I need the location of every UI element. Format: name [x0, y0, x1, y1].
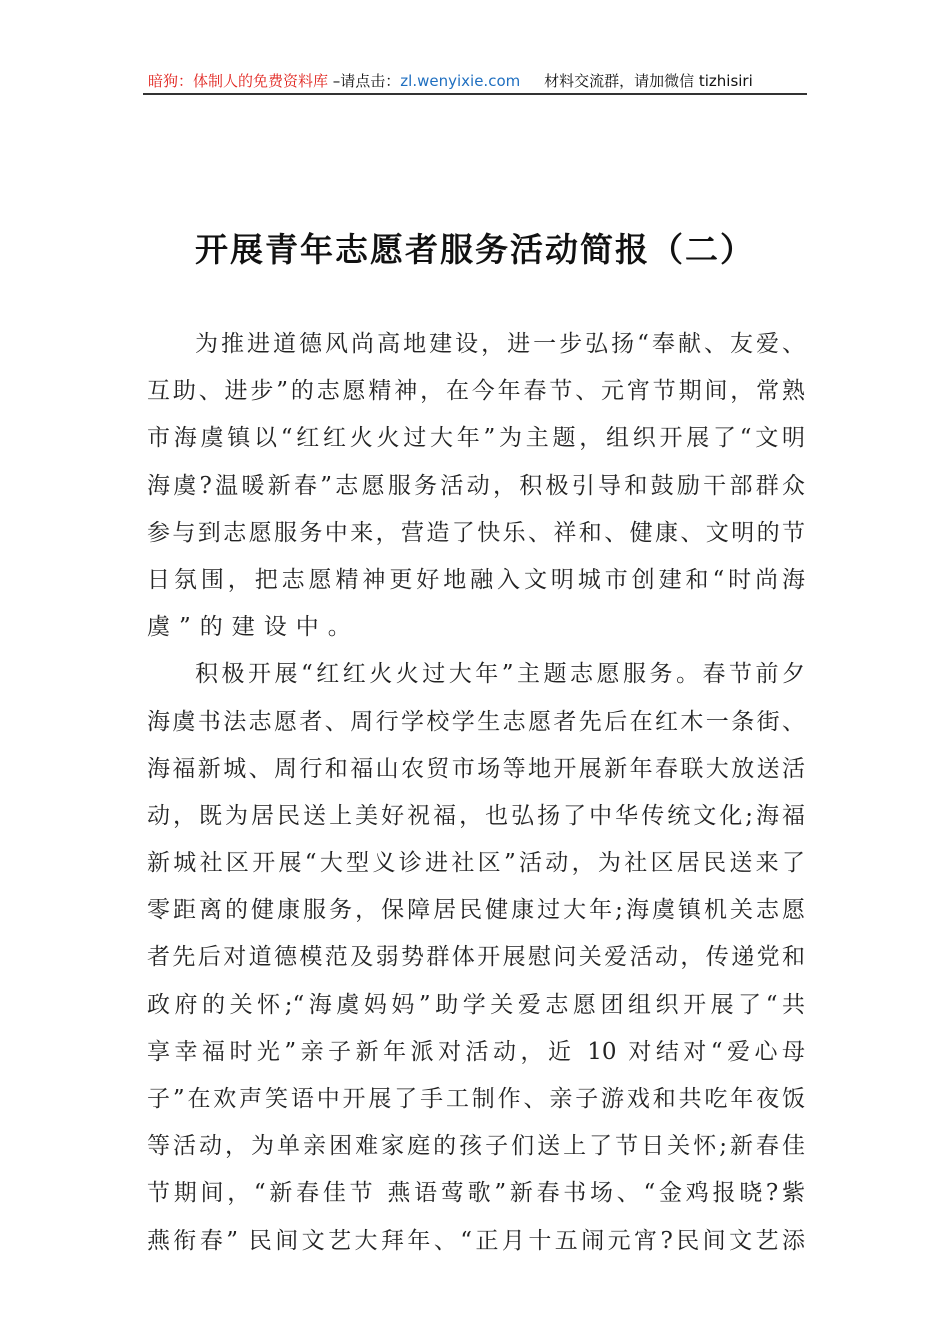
page-header	[148, 70, 804, 91]
paragraph-line: 市海虞镇以“红红火火过大年”为主题，组织开展了“文明	[147, 425, 805, 452]
paragraph-line: 动，既为居民送上美好祝福，也弘扬了中华传统文化;海福	[147, 802, 805, 829]
paragraph-line: 海虞?温暖新春”志愿服务活动，积极引导和鼓励干部群众	[147, 472, 805, 499]
paragraph-line: 子”在欢声笑语中开展了手工制作、亲子游戏和共吃年夜饭	[147, 1086, 805, 1112]
paragraph-line: 海虞书法志愿者、周行学校学生志愿者先后在红木一条街、	[147, 708, 805, 735]
document-body	[147, 326, 805, 1270]
paragraph-line: 互助、进步”的志愿精神，在今年春节、元宵节期间，常熟	[147, 378, 805, 405]
paragraph-line: 积极开展“红红火火过大年”主题志愿服务。春节前夕	[195, 661, 805, 688]
paragraph-line: 节期间，“新春佳节 燕语莺歌”新春书场、“金鸡报晓?紫	[147, 1180, 805, 1207]
paragraph-line: 燕衔春” 民间文艺大拜年、“正月十五闹元宵?民间文艺添	[147, 1227, 805, 1254]
paragraph-line: 虞”的建设中。	[147, 614, 360, 641]
paragraph-line: 等活动，为单亲困难家庭的孩子们送上了节日关怀;新春佳	[147, 1133, 805, 1160]
paragraph-line: 日氛围，把志愿精神更好地融入文明城市创建和“时尚海	[147, 566, 805, 593]
header-prompt: –请点击：	[328, 72, 401, 90]
site-link[interactable]: zl.wenyixie.com	[400, 72, 521, 90]
paragraph-line: 新城社区开展“大型义诊进社区”活动，为社区居民送来了	[147, 850, 805, 877]
paragraph-line: 者先后对道德模范及弱势群体开展慰问关爱活动，传递党和	[147, 944, 805, 971]
header-divider	[143, 93, 807, 95]
paragraph-line: 参与到志愿服务中来，营造了快乐、祥和、健康、文明的节	[147, 519, 805, 546]
document-title: 开展青年志愿者服务活动简报（二）	[195, 230, 755, 269]
site-name: 暗狗：体制人的免费资料库	[148, 72, 329, 90]
paragraph-line: 享幸福时光”亲子新年派对活动，近 10 对结对“爱心母	[147, 1038, 805, 1065]
paragraph-line: 为推进道德风尚高地建设，进一步弘扬“奉献、友爱、	[195, 331, 805, 357]
paragraph-line: 零距离的健康服务，保障居民健康过大年;海虞镇机关志愿	[147, 897, 805, 924]
paragraph-line: 政府的关怀;“海虞妈妈”助学关爱志愿团组织开展了“共	[147, 991, 805, 1018]
header-contact: 材料交流群，请加微信 tizhisiri	[544, 72, 753, 90]
paragraph-line: 海福新城、周行和福山农贸市场等地开展新年春联大放送活	[147, 755, 805, 782]
